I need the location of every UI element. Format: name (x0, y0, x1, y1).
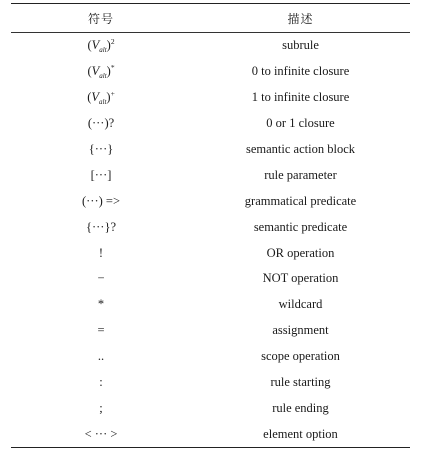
table-row (11, 344, 410, 370)
symbol-cell (11, 89, 191, 106)
description-cell: OR operation (266, 245, 335, 260)
symbol-variable: V (91, 38, 100, 53)
table-body (11, 33, 410, 447)
description-cell: NOT operation (262, 271, 339, 286)
symbol-cell: (···)? (87, 116, 115, 131)
symbol-cell: * (97, 297, 105, 312)
symbol-cell: : (99, 375, 103, 390)
description-cell: 1 to infinite closure (251, 90, 350, 105)
symbol-paren-open: ( (87, 90, 92, 105)
table-row (11, 370, 410, 396)
description-cell: wildcard (278, 297, 323, 312)
symbol-paren-close: ) (106, 38, 111, 53)
symbol-cell: {···} (88, 142, 114, 156)
description-cell: semantic action block (246, 142, 355, 156)
symbol-paren-close: ) (106, 90, 111, 105)
table-row (11, 85, 410, 111)
symbol-cell: .. (97, 349, 105, 364)
table-row (11, 188, 410, 214)
table-row (11, 421, 410, 447)
symbol-cell: {···}? (85, 219, 117, 234)
symbol-superscript: + (110, 89, 115, 99)
symbol-cell: < ··· > (84, 426, 118, 441)
symbol-table (11, 3, 410, 448)
table-row (11, 318, 410, 344)
symbol-subscript: alt (99, 46, 107, 55)
symbol-subscript: alt (99, 72, 107, 81)
description-cell: rule ending (272, 400, 329, 415)
symbol-variable: V (91, 90, 99, 105)
table-row (11, 33, 410, 59)
description-cell: grammatical predicate (244, 193, 357, 208)
symbol-paren-close: ) (106, 64, 111, 79)
description-cell: semantic predicate (253, 219, 348, 234)
description-cell: rule parameter (264, 167, 337, 182)
description-cell: subrule (282, 38, 319, 53)
symbol-cell: [···] (90, 167, 112, 182)
symbol-cell: = (97, 323, 105, 338)
symbol-cell (11, 63, 191, 80)
symbol-cell (11, 37, 191, 54)
description-cell: assignment (272, 323, 329, 338)
description-cell: rule starting (270, 375, 331, 390)
table-row (11, 395, 410, 421)
symbol-variable: V (91, 64, 100, 79)
description-cell: element option (263, 426, 338, 441)
table-header (11, 4, 410, 32)
table-row (11, 292, 410, 318)
description-cell: scope operation (261, 349, 340, 364)
symbol-paren-open: ( (87, 38, 92, 53)
symbol-cell: − (97, 271, 105, 286)
table-row (11, 111, 410, 137)
description-cell: 0 to infinite closure (251, 64, 350, 79)
table-row (11, 214, 410, 240)
table-row (11, 266, 410, 292)
header-symbol: 符号 (87, 11, 114, 26)
table-row (11, 240, 410, 266)
description-cell: 0 or 1 closure (266, 116, 335, 131)
symbol-superscript: 2 (110, 37, 115, 47)
header-description: 描述 (287, 11, 314, 26)
table-bottom-rule (11, 447, 410, 448)
symbol-subscript: alt (99, 98, 107, 107)
symbol-superscript: * (110, 63, 115, 73)
table-row (11, 59, 410, 85)
table-row (11, 137, 410, 163)
symbol-cell: ! (98, 245, 104, 260)
table-row (11, 162, 410, 188)
symbol-cell: ; (99, 400, 103, 415)
symbol-cell: (···) => (81, 193, 121, 208)
symbol-paren-open: ( (87, 64, 92, 79)
